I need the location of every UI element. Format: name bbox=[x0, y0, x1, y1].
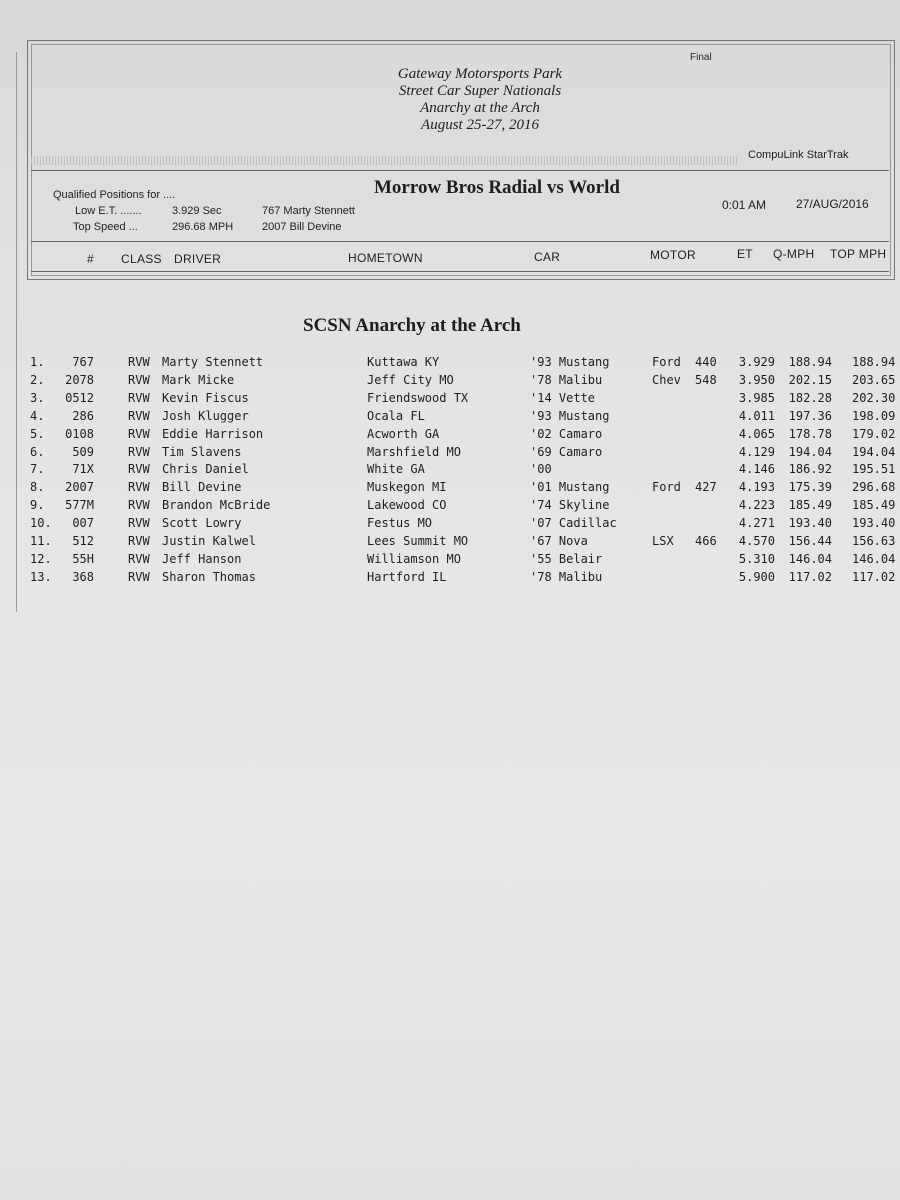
top-mph-value: 146.04 bbox=[852, 551, 896, 566]
driver-name: Sharon Thomas bbox=[162, 569, 256, 584]
class-code: RVW bbox=[128, 551, 150, 566]
car-number: 0512 bbox=[65, 390, 94, 405]
divider-line bbox=[31, 170, 889, 171]
class-code: RVW bbox=[128, 498, 150, 513]
table-row bbox=[0, 373, 900, 391]
driver-name: Chris Daniel bbox=[162, 462, 249, 477]
driver-name: Bill Devine bbox=[162, 480, 242, 495]
class-code: RVW bbox=[128, 516, 150, 531]
et-value: 4.223 bbox=[738, 498, 775, 513]
qualified-label: Qualified Positions for .... bbox=[53, 189, 176, 201]
et-value: 5.310 bbox=[738, 551, 775, 566]
class-code: RVW bbox=[128, 462, 150, 477]
car-model: '74 Skyline bbox=[530, 498, 610, 513]
hometown: Lees Summit MO bbox=[367, 534, 469, 548]
motor-make: Chev bbox=[652, 372, 681, 387]
driver-name: Mark Micke bbox=[162, 372, 235, 387]
row-position: 4. bbox=[30, 408, 45, 423]
row-position: 12. bbox=[30, 551, 52, 566]
class-code: RVW bbox=[128, 569, 150, 584]
class-code: RVW bbox=[128, 444, 150, 459]
driver-name: Tim Slavens bbox=[162, 444, 242, 459]
hometown: White GA bbox=[367, 462, 425, 477]
class-code: RVW bbox=[128, 408, 150, 423]
driver-name: Brandon McBride bbox=[162, 498, 271, 513]
q-mph-value: 182.28 bbox=[788, 390, 832, 405]
col-et: ET bbox=[737, 247, 753, 261]
motor-make: LSX bbox=[652, 534, 674, 548]
car-model: '78 Malibu bbox=[530, 569, 603, 584]
q-mph-value: 188.94 bbox=[788, 355, 832, 369]
motor-displacement: 466 bbox=[695, 534, 717, 548]
col-q-mph: Q-MPH bbox=[773, 247, 815, 261]
car-model: '00 bbox=[530, 462, 552, 477]
et-value: 4.570 bbox=[738, 534, 775, 548]
column-header-bottom-line bbox=[31, 271, 889, 272]
report-time: 0:01 AM bbox=[722, 198, 767, 212]
et-value: 4.011 bbox=[738, 408, 775, 423]
car-model: '67 Nova bbox=[530, 534, 588, 548]
top-mph-value: 194.04 bbox=[852, 444, 896, 459]
q-mph-value: 178.78 bbox=[788, 426, 832, 441]
driver-name: Jeff Hanson bbox=[162, 551, 242, 566]
column-header-top-line bbox=[31, 241, 889, 242]
table-row bbox=[0, 391, 900, 409]
status-label: Final bbox=[690, 52, 712, 63]
motor-displacement: 427 bbox=[695, 480, 717, 495]
hometown: Friendswood TX bbox=[367, 390, 469, 405]
car-model: '78 Malibu bbox=[530, 372, 603, 387]
car-model: '01 Mustang bbox=[530, 480, 610, 495]
system-label: CompuLink StarTrak bbox=[748, 149, 849, 161]
row-position: 5. bbox=[30, 426, 45, 441]
col-motor: MOTOR bbox=[650, 248, 696, 262]
track-name: Gateway Motorsports Park bbox=[397, 66, 563, 82]
driver-name: Justin Kalwel bbox=[162, 534, 256, 548]
event-dates: August 25-27, 2016 bbox=[421, 117, 539, 133]
col-top-mph: TOP MPH bbox=[830, 247, 887, 261]
car-number: 55H bbox=[72, 551, 94, 566]
top-mph-value: 156.63 bbox=[852, 534, 896, 548]
car-number: 286 bbox=[72, 408, 94, 423]
table-row bbox=[0, 570, 900, 588]
table-row bbox=[0, 498, 900, 516]
et-value: 4.271 bbox=[738, 516, 775, 531]
hometown: Acworth GA bbox=[367, 426, 440, 441]
top-speed-label: Top Speed ... bbox=[73, 221, 138, 233]
et-value: 3.929 bbox=[738, 355, 775, 369]
event-subtitle: Anarchy at the Arch bbox=[420, 100, 540, 116]
car-number: 577M bbox=[65, 498, 94, 513]
hometown: Muskegon MI bbox=[367, 480, 447, 495]
car-model: '02 Camaro bbox=[530, 426, 603, 441]
table-row bbox=[0, 552, 900, 570]
q-mph-value: 156.44 bbox=[788, 534, 832, 548]
q-mph-value: 194.04 bbox=[788, 444, 832, 459]
table-row bbox=[0, 534, 900, 552]
driver-name: Scott Lowry bbox=[162, 516, 242, 531]
col-hometown: HOMETOWN bbox=[348, 251, 423, 265]
hometown: Hartford IL bbox=[367, 569, 447, 584]
section-title: SCSN Anarchy at the Arch bbox=[303, 315, 521, 336]
top-speed-value: 296.68 MPH bbox=[172, 221, 234, 233]
q-mph-value: 117.02 bbox=[788, 569, 832, 584]
et-value: 4.193 bbox=[738, 480, 775, 495]
event-series: Street Car Super Nationals bbox=[398, 83, 562, 99]
row-position: 6. bbox=[30, 444, 45, 459]
col-driver: DRIVER bbox=[174, 252, 222, 266]
top-mph-value: 296.68 bbox=[852, 480, 896, 495]
row-position: 3. bbox=[30, 390, 45, 405]
class-code: RVW bbox=[128, 390, 150, 405]
car-model: '14 Vette bbox=[530, 390, 596, 405]
table-row bbox=[0, 355, 900, 373]
event-name: Morrow Bros Radial vs World bbox=[374, 177, 620, 198]
row-position: 10. bbox=[30, 516, 52, 531]
car-model: '55 Belair bbox=[530, 551, 603, 566]
q-mph-value: 202.15 bbox=[788, 372, 832, 387]
top-mph-value: 117.02 bbox=[852, 569, 896, 584]
row-position: 2. bbox=[30, 372, 45, 387]
car-model: '93 Mustang bbox=[530, 408, 610, 423]
table-row bbox=[0, 516, 900, 534]
class-code: RVW bbox=[128, 355, 150, 369]
class-code: RVW bbox=[128, 480, 150, 495]
car-number: 767 bbox=[72, 355, 94, 369]
table-row bbox=[0, 409, 900, 427]
top-mph-value: 195.51 bbox=[852, 462, 896, 477]
class-code: RVW bbox=[128, 534, 150, 548]
driver-name: Eddie Harrison bbox=[162, 426, 264, 441]
driver-name: Josh Klugger bbox=[162, 408, 249, 423]
motor-displacement: 440 bbox=[695, 355, 717, 369]
top-mph-value: 193.40 bbox=[852, 516, 896, 531]
hometown: Ocala FL bbox=[367, 408, 425, 423]
et-value: 4.065 bbox=[738, 426, 775, 441]
q-mph-value: 193.40 bbox=[788, 516, 832, 531]
top-mph-value: 203.65 bbox=[852, 372, 896, 387]
col-car: CAR bbox=[534, 250, 561, 264]
hatched-divider bbox=[31, 156, 739, 165]
row-position: 13. bbox=[30, 569, 52, 584]
col-num: # bbox=[87, 252, 94, 266]
driver-name: Marty Stennett bbox=[162, 355, 264, 369]
hometown: Kuttawa KY bbox=[367, 355, 440, 369]
class-code: RVW bbox=[128, 426, 150, 441]
top-mph-value: 202.30 bbox=[852, 390, 896, 405]
driver-name: Kevin Fiscus bbox=[162, 390, 249, 405]
table-row bbox=[0, 445, 900, 463]
hometown: Williamson MO bbox=[367, 551, 461, 566]
car-number: 509 bbox=[72, 444, 94, 459]
q-mph-value: 185.49 bbox=[788, 498, 832, 513]
top-mph-value: 185.49 bbox=[852, 498, 896, 513]
hometown: Marshfield MO bbox=[367, 444, 461, 459]
top-speed-holder: 2007 Bill Devine bbox=[262, 221, 342, 233]
car-number: 71X bbox=[72, 462, 94, 477]
et-value: 3.950 bbox=[738, 372, 775, 387]
q-mph-value: 146.04 bbox=[788, 551, 832, 566]
motor-make: Ford bbox=[652, 355, 681, 369]
row-position: 7. bbox=[30, 462, 45, 477]
car-model: '93 Mustang bbox=[530, 355, 610, 369]
top-mph-value: 179.02 bbox=[852, 426, 896, 441]
car-number: 368 bbox=[72, 569, 94, 584]
motor-displacement: 548 bbox=[695, 372, 717, 387]
car-number: 0108 bbox=[65, 426, 94, 441]
row-position: 8. bbox=[30, 480, 45, 495]
car-number: 2078 bbox=[65, 372, 94, 387]
table-row bbox=[0, 427, 900, 445]
top-mph-value: 198.09 bbox=[852, 408, 896, 423]
low-et-label: Low E.T. ....... bbox=[75, 205, 142, 217]
car-model: '07 Cadillac bbox=[530, 516, 617, 531]
hometown: Lakewood CO bbox=[367, 498, 447, 513]
car-model: '69 Camaro bbox=[530, 444, 603, 459]
table-row bbox=[0, 480, 900, 498]
car-number: 2007 bbox=[65, 480, 94, 495]
et-value: 4.129 bbox=[738, 444, 775, 459]
report-date: 27/AUG/2016 bbox=[796, 197, 869, 211]
car-number: 512 bbox=[72, 534, 94, 548]
hometown: Jeff City MO bbox=[367, 372, 454, 387]
hometown: Festus MO bbox=[367, 516, 433, 531]
row-position: 11. bbox=[30, 534, 52, 548]
et-value: 3.985 bbox=[738, 390, 775, 405]
low-et-value: 3.929 Sec bbox=[172, 205, 222, 217]
row-position: 1. bbox=[30, 355, 45, 369]
class-code: RVW bbox=[128, 372, 150, 387]
top-mph-value: 188.94 bbox=[852, 355, 896, 369]
car-number: 007 bbox=[72, 516, 94, 531]
low-et-holder: 767 Marty Stennett bbox=[262, 205, 355, 217]
q-mph-value: 175.39 bbox=[788, 480, 832, 495]
col-class: CLASS bbox=[121, 252, 162, 266]
et-value: 5.900 bbox=[738, 569, 775, 584]
row-position: 9. bbox=[30, 498, 45, 513]
motor-make: Ford bbox=[652, 480, 681, 495]
q-mph-value: 197.36 bbox=[788, 408, 832, 423]
q-mph-value: 186.92 bbox=[788, 462, 832, 477]
table-row bbox=[0, 462, 900, 480]
et-value: 4.146 bbox=[738, 462, 775, 477]
